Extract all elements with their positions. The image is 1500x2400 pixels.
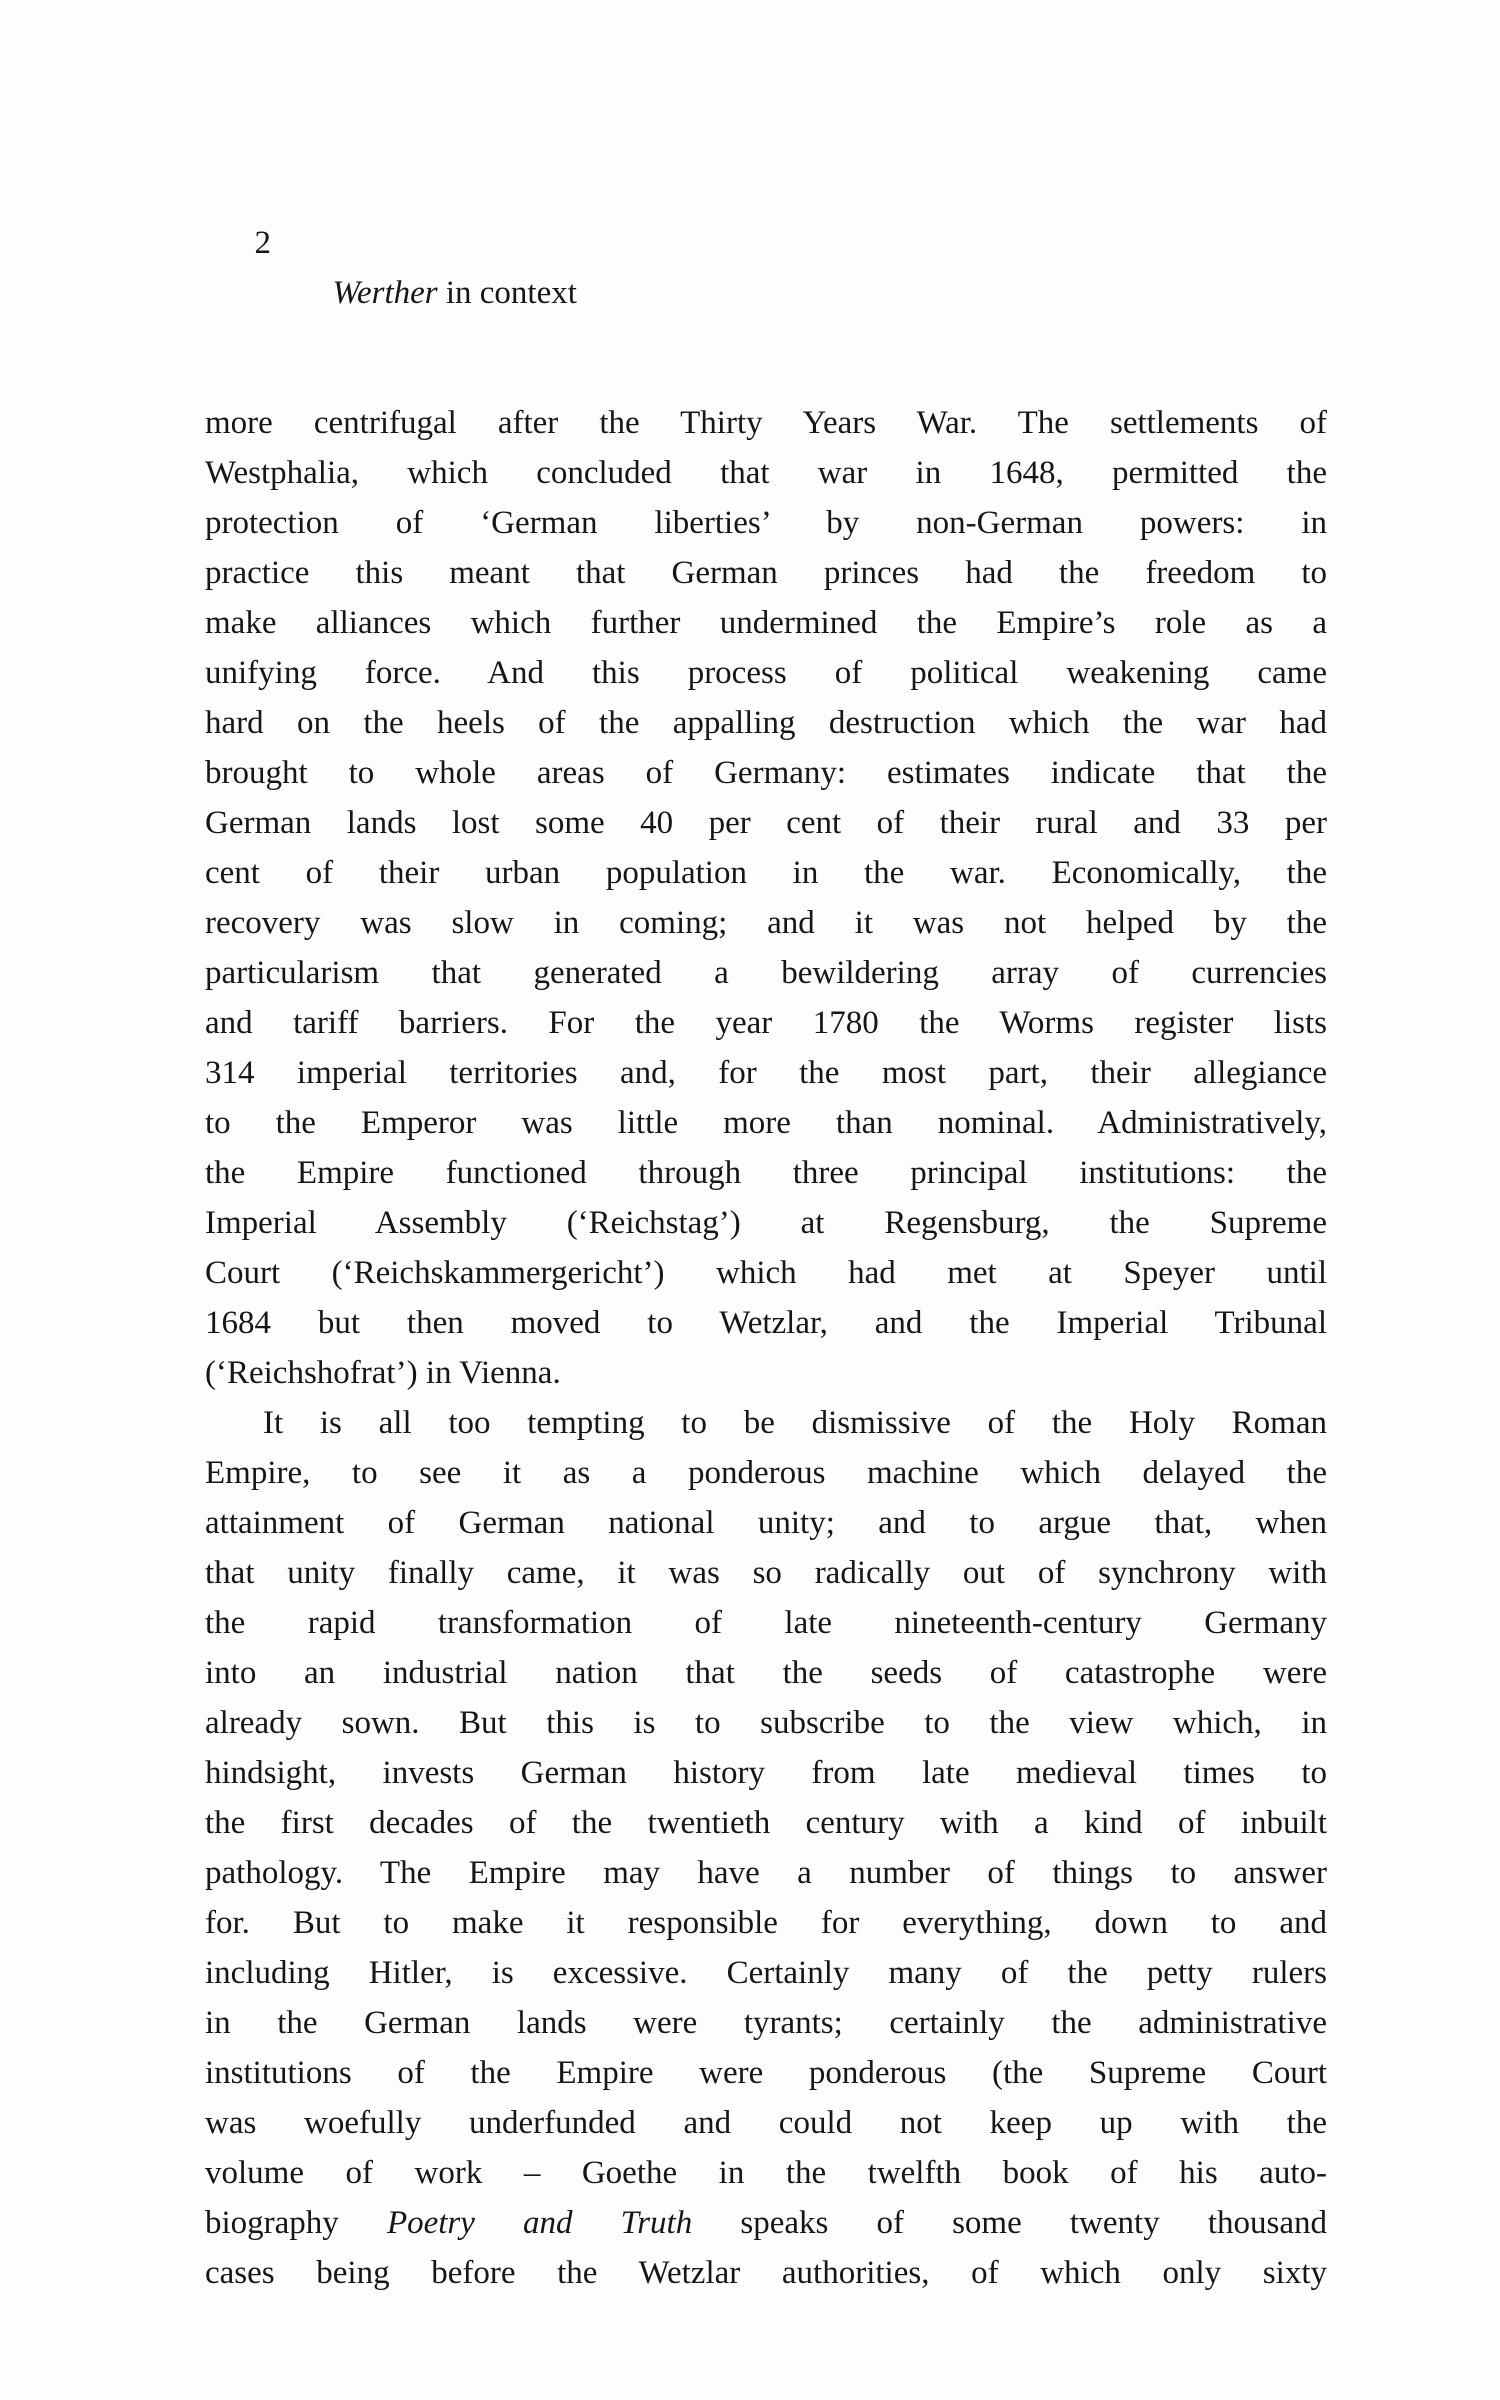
text-line [205,848,1327,898]
text-run: unifying force. And this process of political weakening came [205,655,1327,691]
text-run: more centrifugal after the Thirty Years War. The settlements of [205,405,1327,441]
text-run: the Empire functioned through three principal institutions: the [205,1155,1327,1191]
running-title-italic: Werther [332,275,438,311]
text-run: make alliances which further undermined the Empire’s role as a [205,605,1327,641]
text-run: including Hitler, is excessive. Certainly many of the petty rulers [205,1955,1327,1991]
text-line [205,1448,1327,1498]
text-run: volume of work – Goethe in the twelfth book of his auto- [205,2155,1327,2191]
text-line [205,548,1327,598]
text-line [205,1598,1327,1648]
text-line [205,448,1327,498]
text-body [205,398,1327,2298]
text-run: protection of ‘German liberties’ by non-German powers: in [205,505,1327,541]
text-line [205,2098,1327,2148]
text-line [205,598,1327,648]
text-line [205,1098,1327,1148]
running-title-rest: in context [437,275,577,311]
text-line [205,648,1327,698]
text-line [205,1248,1327,1298]
text-line [205,2198,1327,2248]
text-line [205,1798,1327,1848]
text-run: attainment of German national unity; and to argue that, when [205,1505,1327,1541]
text-line [205,1498,1327,1548]
text-run: the first decades of the twentieth century with a kind of inbuilt [205,1805,1327,1841]
running-header [205,168,1327,368]
text-run: biography [205,2205,387,2241]
text-line [205,1548,1327,1598]
text-line [205,498,1327,548]
text-run: and tariff barriers. For the year 1780 the Worms register lists [205,1005,1327,1041]
text-run: hindsight, invests German history from late medieval times to [205,1755,1327,1791]
text-run: that unity finally came, it was so radically out of synchrony with [205,1555,1327,1591]
text-line [205,1298,1327,1348]
text-run: (‘Reichshofrat’) in Vienna. [205,1355,561,1391]
text-line [205,1398,1327,1448]
text-run: Empire, to see it as a ponderous machine which delayed the [205,1455,1327,1491]
text-run: brought to whole areas of Germany: estimates indicate that the [205,755,1327,791]
text-run: pathology. The Empire may have a number of things to answer [205,1855,1327,1891]
paragraph [205,1398,1327,2298]
text-line [205,898,1327,948]
text-line [205,1848,1327,1898]
text-line [205,748,1327,798]
text-run: cases being before the Wetzlar authorities, of which only sixty [205,2255,1327,2291]
text-line [205,1998,1327,2048]
text-line [205,2148,1327,2198]
italic-text: Poetry and Truth [386,2205,693,2241]
text-line [205,2248,1327,2298]
text-run: 1684 but then moved to Wetzlar, and the Imperial Tribunal [205,1305,1327,1341]
text-line [205,1148,1327,1198]
text-run: Westphalia, which concluded that war in 1648, permitted the [205,455,1327,491]
text-line [205,998,1327,1048]
text-run: particularism that generated a bewildering array of currencies [205,955,1327,991]
text-run: institutions of the Empire were ponderous (the Supreme Court [205,2055,1327,2091]
text-line [205,1698,1327,1748]
text-run: practice this meant that German princes had the freedom to [205,555,1327,591]
running-title [333,268,577,318]
text-line [205,1948,1327,1998]
text-line [205,1198,1327,1248]
text-run: already sown. But this is to subscribe to the view which, in [205,1705,1327,1741]
text-run: 314 imperial territories and, for the most part, their allegiance [205,1055,1327,1091]
text-run: Imperial Assembly (‘Reichstag’) at Regensburg, the Supreme [205,1205,1327,1241]
text-run: to the Emperor was little more than nominal. Administratively, [205,1105,1327,1141]
text-line [205,1648,1327,1698]
text-line [205,798,1327,848]
text-line [205,948,1327,998]
text-line [205,1898,1327,1948]
text-run: in the German lands were tyrants; certainly the administrative [205,2005,1327,2041]
text-run: Court (‘Reichskammergericht’) which had met at Speyer until [205,1255,1327,1291]
text-line [205,698,1327,748]
text-line [205,1048,1327,1098]
text-line [205,1748,1327,1798]
text-run: recovery was slow in coming; and it was not helped by the [205,905,1327,941]
text-run: hard on the heels of the appalling destruction which the war had [205,705,1327,741]
text-line [205,1348,1327,1398]
text-run: speaks of some twenty thousand [692,2205,1327,2241]
text-run: cent of their urban population in the war. Economically, the [205,855,1327,891]
page-number: 2 [254,225,271,261]
text-run: the rapid transformation of late nineteenth-century Germany [205,1605,1327,1641]
text-run: for. But to make it responsible for everything, down to and [205,1905,1327,1941]
text-line [205,2048,1327,2098]
paragraph [205,398,1327,1398]
text-run: German lands lost some 40 per cent of their rural and 33 per [205,805,1327,841]
text-run: It is all too tempting to be dismissive of the Holy Roman [263,1405,1327,1441]
text-run: into an industrial nation that the seeds of catastrophe were [205,1655,1327,1691]
text-run: was woefully underfunded and could not keep up with the [205,2105,1327,2141]
text-line [205,398,1327,448]
text-column [205,168,1327,2298]
